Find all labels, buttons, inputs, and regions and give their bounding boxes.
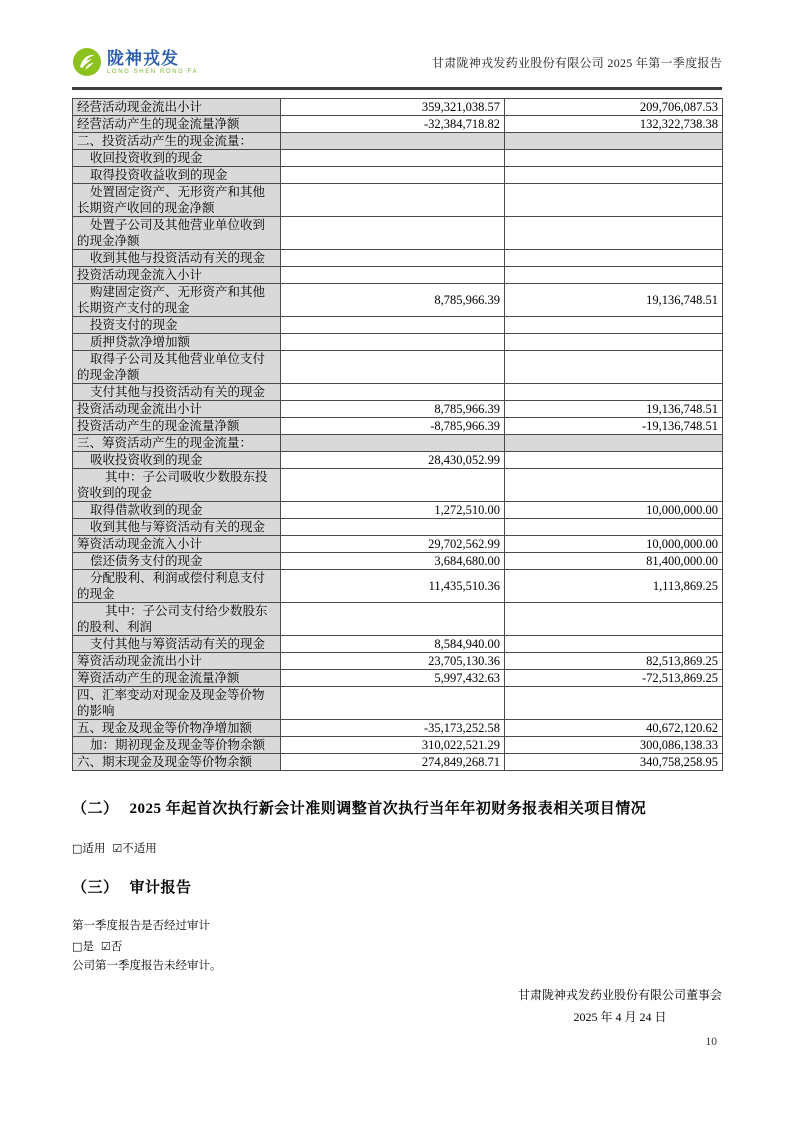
signature-block [72,984,722,1028]
row-label: 筹资活动现金流出小计 [73,653,281,670]
row-label: 经营活动产生的现金流量净额 [73,116,281,133]
audit-answer-line [72,937,722,958]
table-row [73,184,723,217]
row-value [281,334,505,351]
table-row [73,519,723,536]
row-value [505,334,723,351]
row-value: 340,758,258.95 [505,754,723,771]
row-value: 82,513,869.25 [505,653,723,670]
table-row [73,452,723,469]
row-label: 偿还债务支付的现金 [73,553,281,570]
row-value [281,384,505,401]
applicable-label: 适用 [82,843,106,855]
row-label: 分配股利、利润或偿付利息支付的现金 [73,570,281,603]
logo-en-text: LONG SHEN RONG FA [107,68,199,75]
row-value [281,469,505,502]
table-row [73,502,723,519]
row-value: 132,322,738.38 [505,116,723,133]
table-row [73,250,723,267]
row-value [281,519,505,536]
row-label: 收回投资收到的现金 [73,150,281,167]
row-value: 3,684,680.00 [281,553,505,570]
row-value: 8,785,966.39 [281,284,505,317]
table-row [73,720,723,737]
row-label: 投资支付的现金 [73,317,281,334]
row-value [505,150,723,167]
row-value [281,217,505,250]
audit-block [72,917,722,977]
row-value: 28,430,052.99 [281,452,505,469]
row-label: 经营活动现金流出小计 [73,99,281,116]
row-value [505,384,723,401]
cashflow-table-body [73,99,723,771]
table-row [73,603,723,636]
row-label: 投资活动现金流入小计 [73,267,281,284]
row-value [505,167,723,184]
row-label: 二、投资活动产生的现金流量： [73,133,281,150]
row-label: 取得借款收到的现金 [73,502,281,519]
row-value [505,519,723,536]
row-value [505,603,723,636]
row-label: 处置固定资产、无形资产和其他长期资产收回的现金净额 [73,184,281,217]
row-value [505,435,723,452]
table-row [73,754,723,771]
table-row [73,217,723,250]
row-value: -19,136,748.51 [505,418,723,435]
row-label: 四、汇率变动对现金及现金等价物的影响 [73,687,281,720]
checkbox-unchecked-icon: □ [72,939,83,953]
section-2-heading [72,797,722,818]
table-row [73,351,723,384]
row-value [505,687,723,720]
row-value: 5,997,432.63 [281,670,505,687]
signature-inner [518,984,722,1028]
row-value: 1,113,869.25 [505,570,723,603]
row-value [281,603,505,636]
table-row [73,317,723,334]
row-label: 质押贷款净增加额 [73,334,281,351]
row-value: 274,849,268.71 [281,754,505,771]
row-label: 加：期初现金及现金等价物余额 [73,737,281,754]
report-title: 甘肃陇神戎发药业股份有限公司 2025 年第一季度报告 [431,55,722,70]
row-value [505,469,723,502]
row-value: 11,435,510.36 [281,570,505,603]
company-logo [72,47,198,77]
row-value: -32,384,718.82 [281,116,505,133]
table-row [73,687,723,720]
row-value [505,452,723,469]
section-3-heading [72,876,722,897]
row-label: 筹资活动现金流入小计 [73,536,281,553]
row-value: 81,400,000.00 [505,553,723,570]
logo-text [107,50,198,75]
row-label: 收到其他与投资活动有关的现金 [73,250,281,267]
checkbox-checked-icon: ☑ [112,842,123,855]
row-value: 19,136,748.51 [505,401,723,418]
row-value: 310,022,521.29 [281,737,505,754]
row-label: 三、筹资活动产生的现金流量： [73,435,281,452]
section-row [73,133,723,150]
table-row [73,553,723,570]
row-label: 支付其他与投资活动有关的现金 [73,384,281,401]
section-2-title: 2025 年起首次执行新会计准则调整首次执行当年年初财务报表相关项目情况 [129,801,647,817]
table-row [73,536,723,553]
table-row [73,469,723,502]
row-value: 10,000,000.00 [505,536,723,553]
header-rule [72,87,722,90]
table-row [73,570,723,603]
table-row [73,267,723,284]
audit-note: 公司第一季度报告未经审计。 [72,960,222,972]
table-row [73,653,723,670]
row-value [505,636,723,653]
row-label: 其中：子公司支付给少数股东的股利、利润 [73,603,281,636]
row-value [281,184,505,217]
row-value [281,317,505,334]
row-label: 处置子公司及其他营业单位收到的现金净额 [73,217,281,250]
row-label: 购建固定资产、无形资产和其他长期资产支付的现金 [73,284,281,317]
row-value [281,435,505,452]
not-applicable-label: 不适用 [122,843,157,855]
checkbox-checked-icon: ☑ [100,939,111,953]
row-label: 其中：子公司吸收少数股东投资收到的现金 [73,469,281,502]
section-3-number: （三） [72,880,119,896]
row-label: 投资活动产生的现金流量净额 [73,418,281,435]
applicability-line [72,840,722,856]
row-value [281,687,505,720]
row-label: 五、现金及现金等价物净增加额 [73,720,281,737]
row-label: 取得投资收益收到的现金 [73,167,281,184]
row-value [505,217,723,250]
row-label: 收到其他与筹资活动有关的现金 [73,519,281,536]
row-value: 40,672,120.62 [505,720,723,737]
section-2-number: （二） [72,801,119,817]
cashflow-table [72,98,723,771]
table-row [73,150,723,167]
table-row [73,636,723,653]
row-value [281,150,505,167]
row-value: 10,000,000.00 [505,502,723,519]
row-value: -72,513,869.25 [505,670,723,687]
signature-company: 甘肃陇神戎发药业股份有限公司董事会 [517,987,722,1002]
row-value [281,351,505,384]
page-number: 10 [705,1036,717,1048]
table-row [73,167,723,184]
row-value: -8,785,966.39 [281,418,505,435]
row-value [505,133,723,150]
row-value: 1,272,510.00 [281,502,505,519]
page-header [72,44,722,80]
table-row [73,99,723,116]
audit-yes-label: 是 [82,940,94,953]
table-row [73,418,723,435]
table-row [73,737,723,754]
table-row [73,116,723,133]
row-value [505,267,723,284]
row-value: 8,785,966.39 [281,401,505,418]
logo-cn-text: 陇神戎发 [107,48,179,68]
row-value: 359,321,038.57 [281,99,505,116]
row-value [281,133,505,150]
row-value [281,250,505,267]
logo-circle-icon [72,47,102,77]
row-value: 23,705,130.36 [281,653,505,670]
row-value [505,317,723,334]
section-3-title: 审计报告 [129,880,192,896]
row-label: 取得子公司及其他营业单位支付的现金净额 [73,351,281,384]
row-value: 300,086,138.33 [505,737,723,754]
audit-question: 第一季度报告是否经过审计 [72,920,210,932]
row-label: 吸收投资收到的现金 [73,452,281,469]
row-value: 8,584,940.00 [281,636,505,653]
table-row [73,670,723,687]
row-label: 筹资活动产生的现金流量净额 [73,670,281,687]
row-value [281,267,505,284]
table-row [73,334,723,351]
row-value [505,184,723,217]
audit-no-label: 否 [110,940,123,953]
row-label: 六、期末现金及现金等价物余额 [73,754,281,771]
table-row [73,401,723,418]
row-label: 投资活动现金流出小计 [73,401,281,418]
row-value [281,167,505,184]
page-content [72,0,722,1028]
row-value [505,351,723,384]
table-row [73,384,723,401]
checkbox-unchecked-icon: □ [72,842,83,855]
row-value: 19,136,748.51 [505,284,723,317]
table-row [73,284,723,317]
row-value: -35,173,252.58 [281,720,505,737]
section-row [73,435,723,452]
row-value: 29,702,562.99 [281,536,505,553]
signature-date: 2025 年 4 月 24 日 [573,1009,667,1024]
row-value [505,250,723,267]
row-label: 支付其他与筹资活动有关的现金 [73,636,281,653]
row-value: 209,706,087.53 [505,99,723,116]
